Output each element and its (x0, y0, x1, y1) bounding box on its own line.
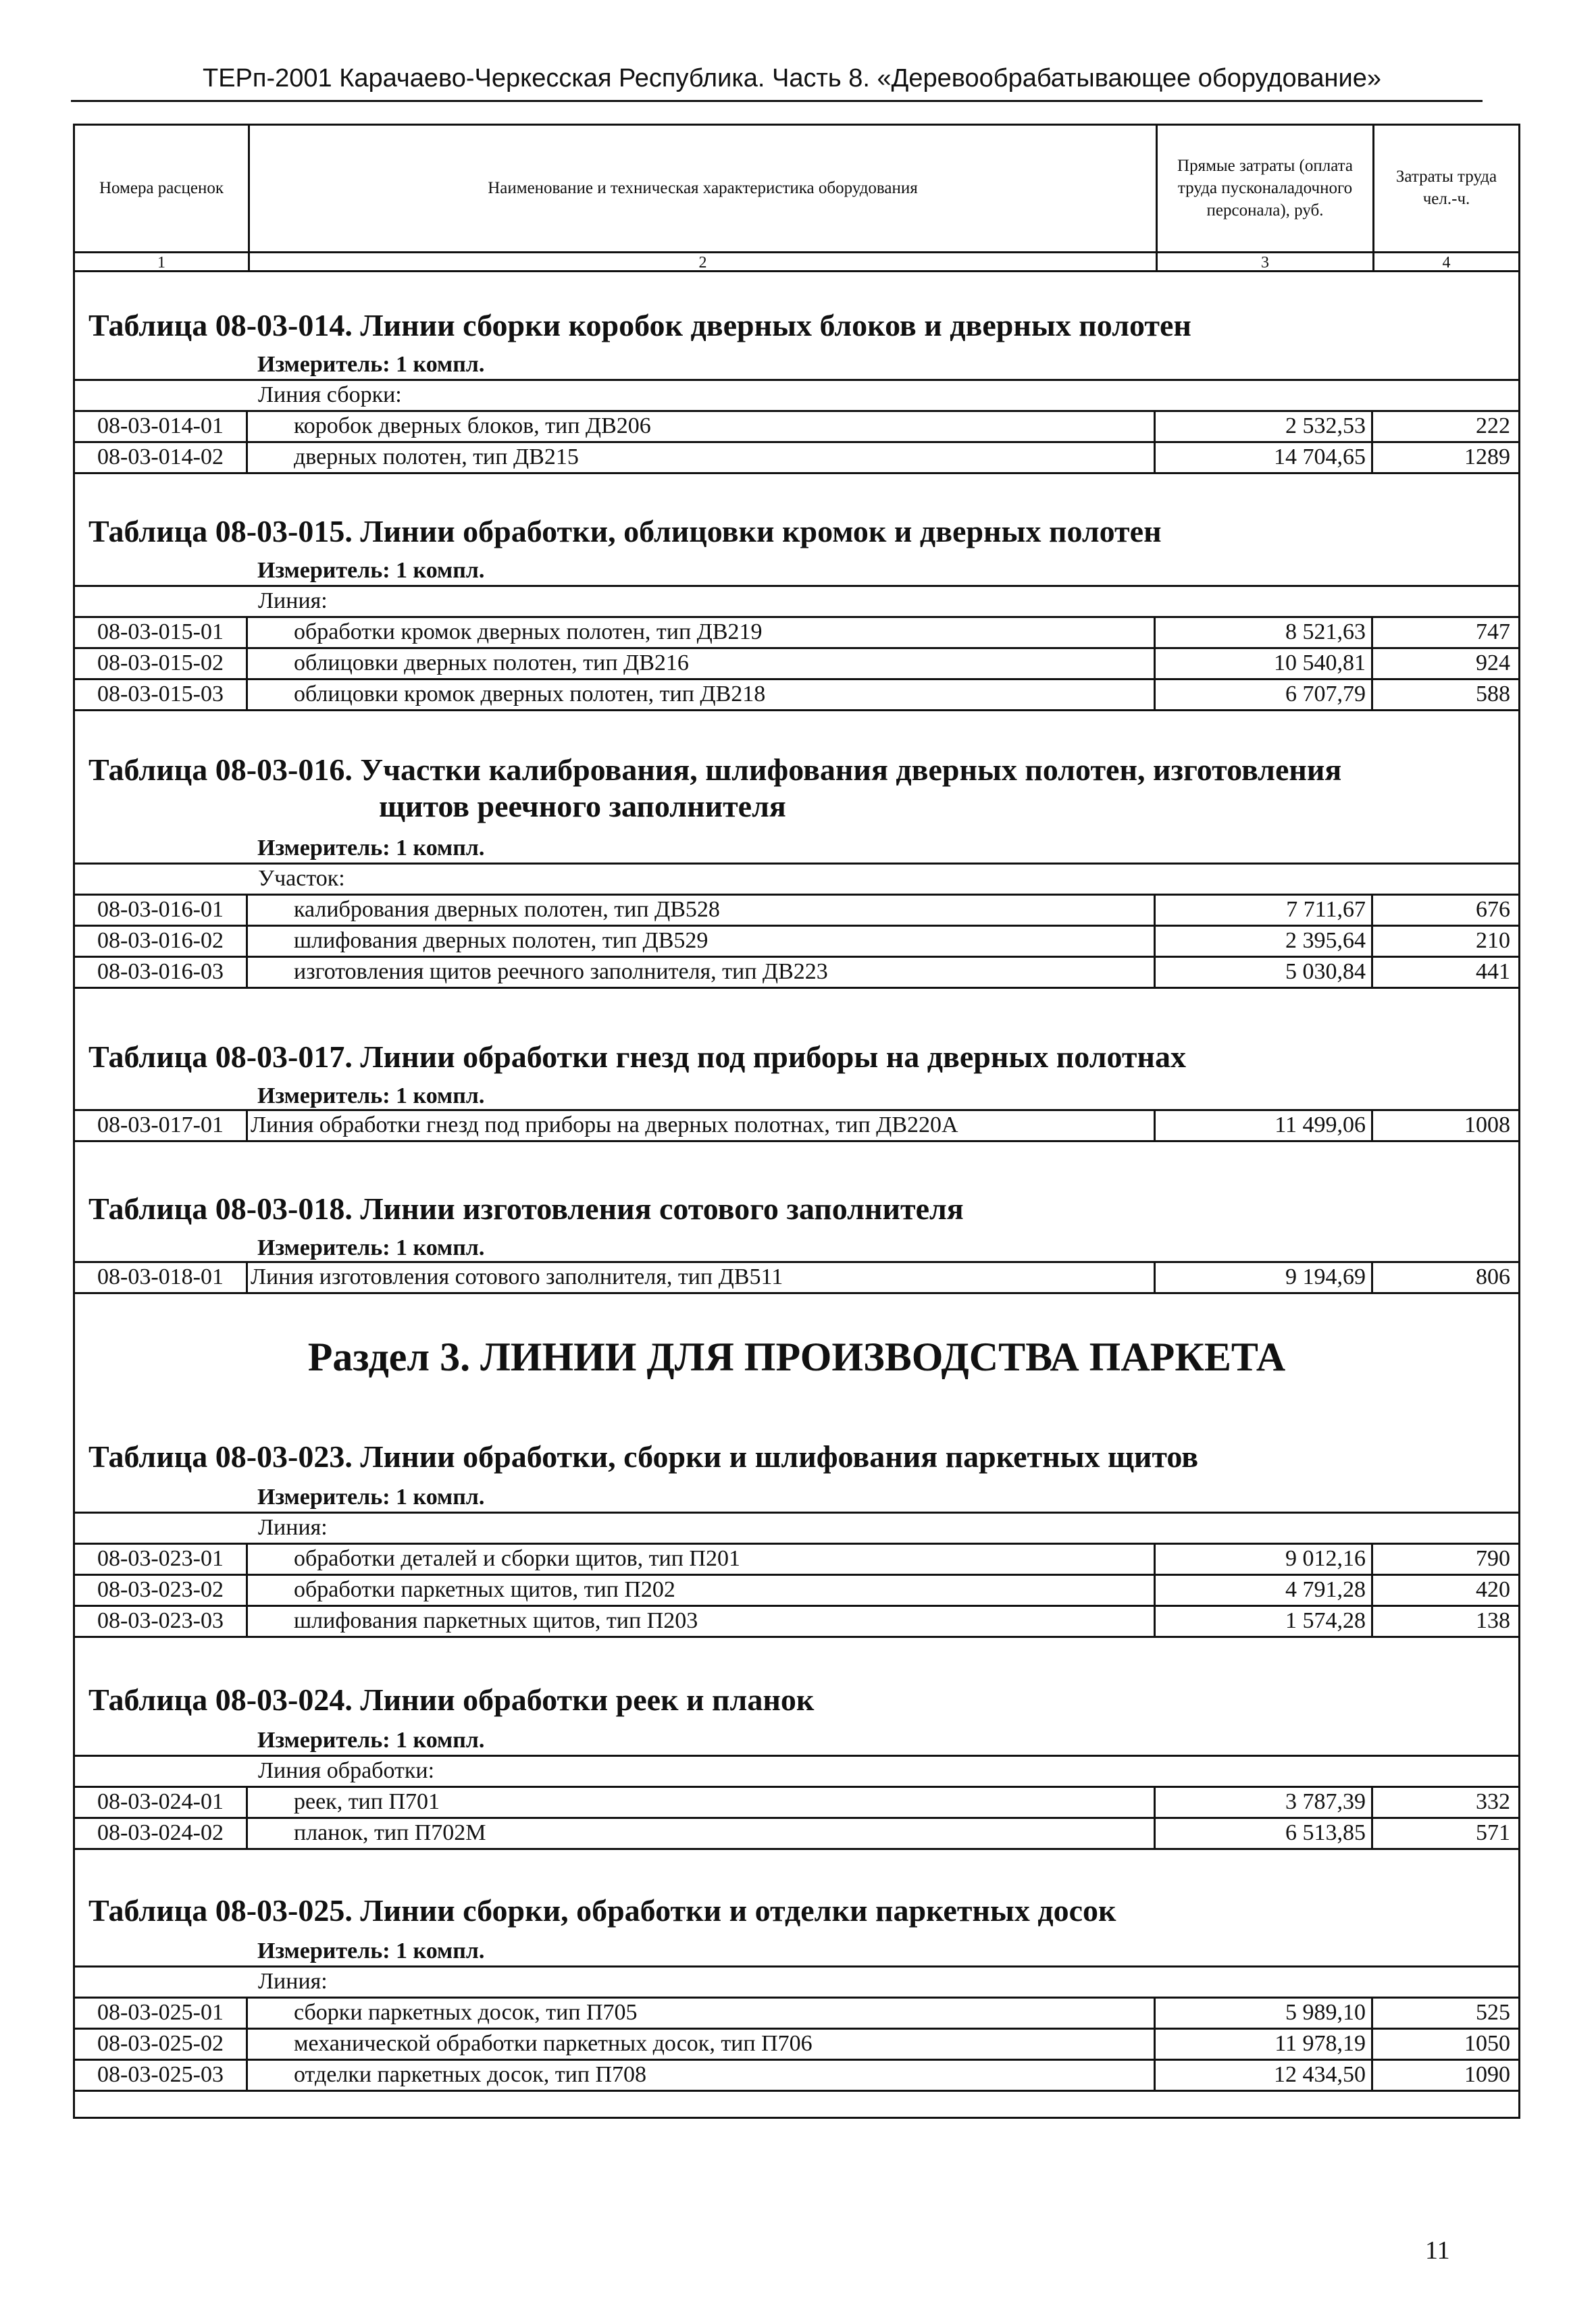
row-labor: 210 (1476, 928, 1510, 953)
col-header-codes: Номера расценок (99, 178, 224, 197)
group-label: Линия: (258, 1969, 328, 1994)
row-labor: 747 (1476, 619, 1510, 644)
row-labor: 676 (1476, 897, 1510, 922)
col-number: 4 (1442, 254, 1451, 272)
group-label-row (75, 585, 1518, 616)
row-code: 08-03-018-01 (75, 1263, 248, 1292)
table-row (75, 616, 1518, 647)
row-name: сборки паркетных досок, тип П705 (248, 1999, 1156, 2028)
table-title: Таблица 08-03-014. Линии сборки коробок дверных блоков и дверных полотен (88, 308, 1191, 342)
table-row (75, 1109, 1518, 1142)
col-header-cost: Прямые затраты (оплата труда пусконаладочного персонала), руб. (1177, 156, 1353, 220)
meter-label: Измеритель: 1 компл. (257, 1083, 485, 1108)
meter-label: Измеритель: 1 компл. (257, 1938, 485, 1963)
row-name: обработки деталей и сборки щитов, тип П201 (248, 1545, 1156, 1574)
col-number: 1 (157, 254, 165, 272)
row-name: облицовки дверных полотен, тип ДВ216 (248, 649, 1156, 678)
table-title: Таблица 08-03-018. Линии изготовления сотового заполнителя (88, 1191, 964, 1226)
row-name: обработки паркетных щитов, тип П202 (248, 1576, 1156, 1605)
table-row (75, 410, 1518, 441)
table-row (75, 1997, 1518, 2028)
table-08-03-024 (75, 1682, 1518, 1850)
row-cost: 7 711,67 (1156, 896, 1373, 925)
table-row (75, 441, 1518, 474)
meter-label: Измеритель: 1 компл. (257, 1728, 485, 1753)
row-name: Линия изготовления сотового заполнителя, тип ДВ511 (248, 1263, 1156, 1292)
group-label: Линия: (258, 1515, 328, 1540)
row-labor: 525 (1476, 2000, 1510, 2025)
meter-label: Измеритель: 1 компл. (257, 558, 485, 583)
row-code: 08-03-014-02 (75, 443, 248, 472)
table-title-line: Таблица 08-03-016. Участки калибрования, шлифования дверных полотен, изготовления (88, 752, 1342, 787)
table-row (75, 2059, 1518, 2092)
header-divider (248, 124, 250, 272)
row-labor: 420 (1476, 1577, 1510, 1602)
table-row (75, 647, 1518, 678)
row-labor: 1050 (1464, 2031, 1510, 2056)
row-code: 08-03-024-02 (75, 1819, 248, 1848)
row-name: облицовки кромок дверных полотен, тип ДВ218 (248, 680, 1156, 709)
row-cost: 9 012,16 (1156, 1545, 1373, 1574)
row-cost: 5 030,84 (1156, 958, 1373, 987)
row-cost: 6 707,79 (1156, 680, 1373, 709)
row-labor: 924 (1476, 650, 1510, 675)
table-row (75, 2028, 1518, 2059)
row-labor: 441 (1476, 959, 1510, 984)
row-cost: 4 791,28 (1156, 1576, 1373, 1605)
group-label: Линия сборки: (258, 382, 402, 407)
row-name: планок, тип П702М (248, 1819, 1156, 1848)
row-code: 08-03-015-02 (75, 649, 248, 678)
group-label-row (75, 863, 1518, 894)
row-code: 08-03-015-03 (75, 680, 248, 709)
group-label: Линия обработки: (258, 1758, 435, 1783)
row-labor: 806 (1476, 1264, 1510, 1289)
row-code: 08-03-014-01 (75, 412, 248, 441)
table-row (75, 1817, 1518, 1850)
row-name: коробок дверных блоков, тип ДВ206 (248, 412, 1156, 441)
table-08-03-025 (75, 1893, 1518, 2092)
table-title (75, 752, 1518, 825)
row-name: шлифования паркетных щитов, тип П203 (248, 1607, 1156, 1636)
row-name: Линия обработки гнезд под приборы на дверных полотнах, тип ДВ220А (248, 1111, 1156, 1140)
row-code: 08-03-023-01 (75, 1545, 248, 1574)
row-code: 08-03-016-02 (75, 927, 248, 956)
row-code: 08-03-025-02 (75, 2030, 248, 2059)
col-header-name: Наименование и техническая характеристика оборудования (488, 178, 918, 197)
table-08-03-016 (75, 752, 1518, 989)
table-title: Таблица 08-03-025. Линии сборки, обработки и отделки паркетных досок (88, 1893, 1116, 1928)
table-row (75, 1605, 1518, 1638)
meter-label: Измеритель: 1 компл. (257, 1485, 485, 1510)
page-header: ТЕРп-2001 Карачаево-Черкесская Республика. Часть 8. «Деревообрабатывающее оборудование» (203, 64, 1381, 93)
row-labor: 1289 (1464, 444, 1510, 469)
meter-label: Измеритель: 1 компл. (257, 1235, 485, 1260)
header-divider (1372, 124, 1374, 272)
row-code: 08-03-024-01 (75, 1788, 248, 1817)
meter-label: Измеритель: 1 компл. (257, 352, 485, 377)
row-cost: 10 540,81 (1156, 649, 1373, 678)
table-title-line: щитов реечного заполнителя (379, 789, 786, 823)
row-code: 08-03-016-03 (75, 958, 248, 987)
table-row (75, 1574, 1518, 1605)
row-code: 08-03-025-01 (75, 1999, 248, 2028)
group-label-row (75, 1755, 1518, 1786)
row-code: 08-03-016-01 (75, 896, 248, 925)
row-code: 08-03-023-02 (75, 1576, 248, 1605)
row-name: шлифования дверных полотен, тип ДВ529 (248, 927, 1156, 956)
row-cost: 5 989,10 (1156, 1999, 1373, 2028)
row-labor: 588 (1476, 682, 1510, 706)
row-labor: 1008 (1464, 1112, 1510, 1137)
row-cost: 1 574,28 (1156, 1607, 1373, 1636)
group-label: Линия: (258, 588, 328, 613)
col-number: 2 (698, 254, 707, 272)
table-08-03-023 (75, 1439, 1518, 1638)
table-08-03-014 (75, 307, 1518, 474)
table-row (75, 956, 1518, 989)
row-code: 08-03-015-01 (75, 618, 248, 647)
col-number: 3 (1261, 254, 1269, 272)
row-labor: 790 (1476, 1546, 1510, 1571)
col-header-labor: Затраты труда чел.-ч. (1395, 168, 1497, 208)
page-number: 11 (1425, 2236, 1450, 2265)
table-row (75, 894, 1518, 925)
row-code: 08-03-017-01 (75, 1111, 248, 1140)
table-row (75, 1261, 1518, 1294)
row-labor: 571 (1476, 1820, 1510, 1845)
table-row (75, 678, 1518, 711)
row-name: дверных полотен, тип ДВ215 (248, 443, 1156, 472)
row-labor: 332 (1476, 1789, 1510, 1814)
header-rule (71, 100, 1483, 102)
row-name: отделки паркетных досок, тип П708 (248, 2061, 1156, 2090)
row-cost: 3 787,39 (1156, 1788, 1373, 1817)
table-title: Таблица 08-03-024. Линии обработки реек и планок (88, 1682, 815, 1717)
row-name: реек, тип П701 (248, 1788, 1156, 1817)
row-cost: 2 532,53 (1156, 412, 1373, 441)
row-labor: 222 (1476, 413, 1510, 438)
row-code: 08-03-023-03 (75, 1607, 248, 1636)
table-row (75, 1786, 1518, 1817)
meter-label: Измеритель: 1 компл. (257, 835, 485, 860)
row-name: калибрования дверных полотен, тип ДВ528 (248, 896, 1156, 925)
table-08-03-017 (75, 1039, 1518, 1142)
row-cost: 6 513,85 (1156, 1819, 1373, 1848)
row-cost: 9 194,69 (1156, 1263, 1373, 1292)
section-title: Раздел 3. ЛИНИИ ДЛЯ ПРОИЗВОДСТВА ПАРКЕТА (307, 1335, 1286, 1379)
row-name: обработки кромок дверных полотен, тип ДВ219 (248, 618, 1156, 647)
group-label: Участок: (258, 866, 345, 891)
group-label-row (75, 1965, 1518, 1997)
row-code: 08-03-025-03 (75, 2061, 248, 2090)
table-row (75, 1543, 1518, 1574)
row-name: изготовления щитов реечного заполнителя, тип ДВ223 (248, 958, 1156, 987)
row-cost: 14 704,65 (1156, 443, 1373, 472)
table-title: Таблица 08-03-015. Линии обработки, облицовки кромок и дверных полотен (88, 514, 1162, 548)
header-divider (1156, 124, 1158, 272)
table-08-03-018 (75, 1191, 1518, 1294)
table-08-03-015 (75, 513, 1518, 711)
table-row (75, 925, 1518, 956)
row-cost: 11 978,19 (1156, 2030, 1373, 2059)
row-labor: 138 (1476, 1608, 1510, 1633)
row-cost: 12 434,50 (1156, 2061, 1373, 2090)
row-cost: 2 395,64 (1156, 927, 1373, 956)
row-name: механической обработки паркетных досок, тип П706 (248, 2030, 1156, 2059)
row-cost: 8 521,63 (1156, 618, 1373, 647)
table-title: Таблица 08-03-023. Линии обработки, сборки и шлифования паркетных щитов (88, 1439, 1199, 1474)
row-cost: 11 499,06 (1156, 1111, 1373, 1140)
table-title: Таблица 08-03-017. Линии обработки гнезд под приборы на дверных полотнах (88, 1039, 1187, 1074)
group-label-row (75, 379, 1518, 410)
row-labor: 1090 (1464, 2062, 1510, 2087)
group-label-row (75, 1512, 1518, 1543)
